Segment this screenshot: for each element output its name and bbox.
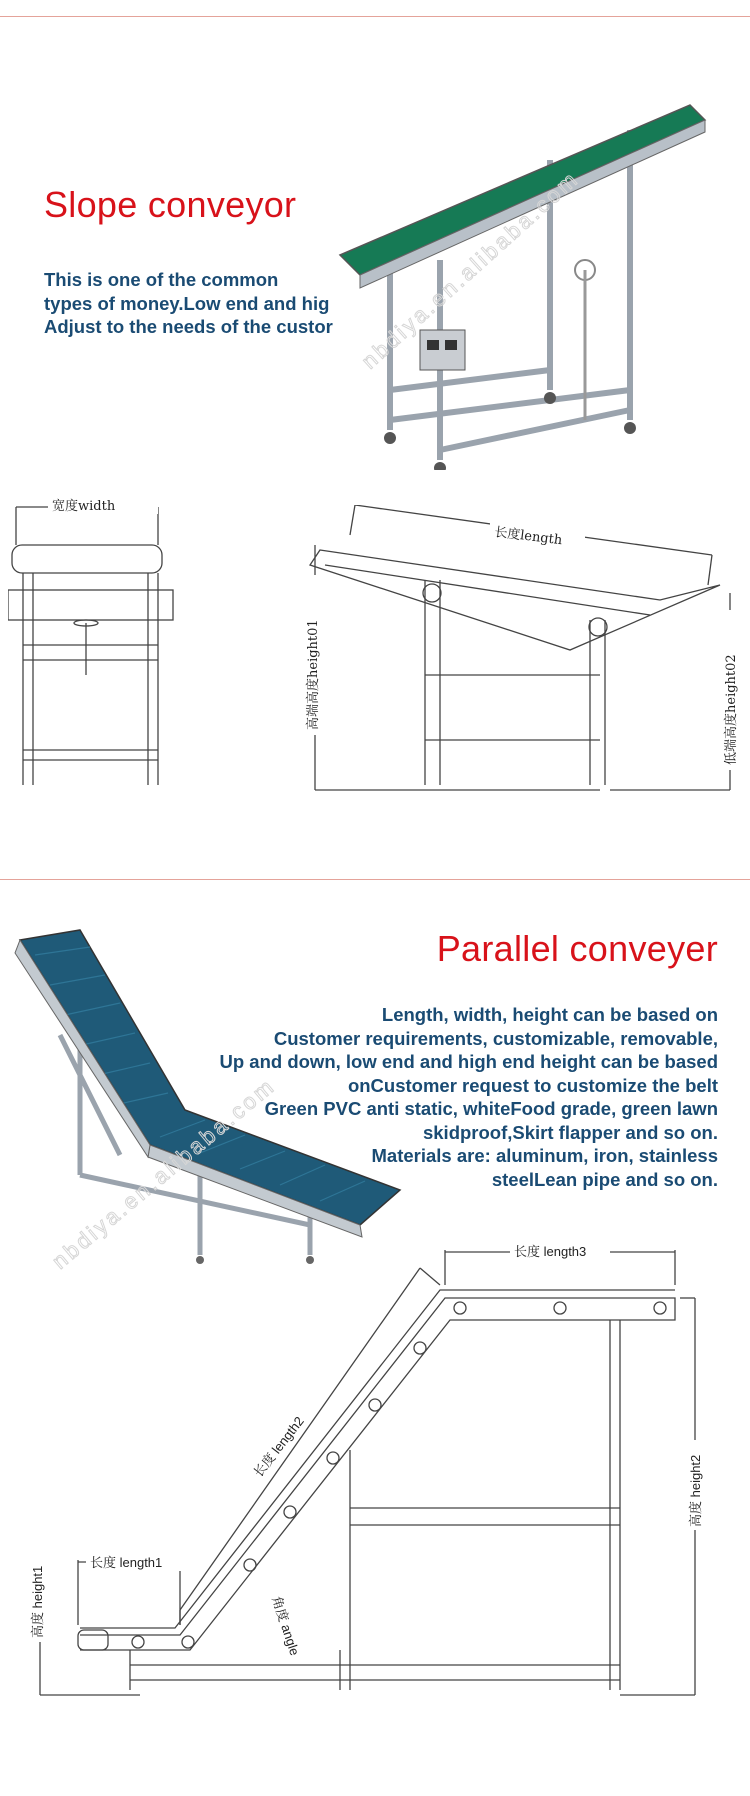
parallel-line-1: Length, width, height can be based on <box>381 1004 718 1025</box>
height01-label: 高端高度height01 <box>306 619 321 730</box>
parallel-watermark-text: nbdiya.en.alibaba.com <box>47 1072 281 1274</box>
height02-label: 低端高度height02 <box>724 654 739 765</box>
parallel-line-6: skidproof,Skirt flapper and so on. <box>422 1121 718 1143</box>
slope-height01-label-box <box>298 575 326 735</box>
slope-line-2: types of money.Low end and hig <box>44 292 330 314</box>
slope-height02-label-box <box>716 610 744 770</box>
slope-watermark <box>350 80 670 380</box>
slope-width-label-box <box>48 494 158 516</box>
slope-length-label-box <box>490 518 590 548</box>
parallel-line-3: Up and down, low end and high end height can be based <box>219 1051 718 1072</box>
slope-description <box>44 268 339 339</box>
slope-line-3: Adjust to the needs of the custor <box>44 316 333 337</box>
length3-label: 长度 length3 <box>514 1244 587 1259</box>
parallel-conveyer-title: Parallel conveyer <box>436 928 718 969</box>
width-label: 宽度width <box>52 499 116 514</box>
parallel-line-4: onCustomer request to customize the belt <box>347 1074 718 1096</box>
height1-label: 高度 height1 <box>30 1565 45 1638</box>
slope-watermark-text: nbdiya.en.alibaba.com <box>356 165 584 374</box>
height2-label: 高度 height2 <box>688 1454 703 1527</box>
length1-label: 长度 length1 <box>90 1555 163 1570</box>
parallel-labels <box>20 1240 730 1710</box>
parallel-description <box>220 1003 719 1191</box>
parallel-line-8: steelLean pipe and so on. <box>491 1168 718 1190</box>
slope-conveyor-title: Slope conveyor <box>44 184 297 225</box>
parallel-line-5: Green PVC anti static, whiteFood grade, green lawn <box>264 1098 718 1119</box>
top-divider <box>0 16 750 17</box>
parallel-line-7: Materials are: aluminum, iron, stainless <box>371 1145 718 1166</box>
slope-line-1: This is one of the common <box>44 269 279 290</box>
angle-label: 角度 angle <box>269 1594 303 1658</box>
slope-side-view-drawing <box>300 505 740 795</box>
middle-divider <box>0 879 750 880</box>
parallel-line-2: Customer requirements, customizable, removable, <box>273 1027 718 1049</box>
length-label: 长度length <box>493 525 563 548</box>
slope-front-view-drawing <box>8 495 188 795</box>
length2-label: 长度 length2 <box>250 1413 307 1480</box>
